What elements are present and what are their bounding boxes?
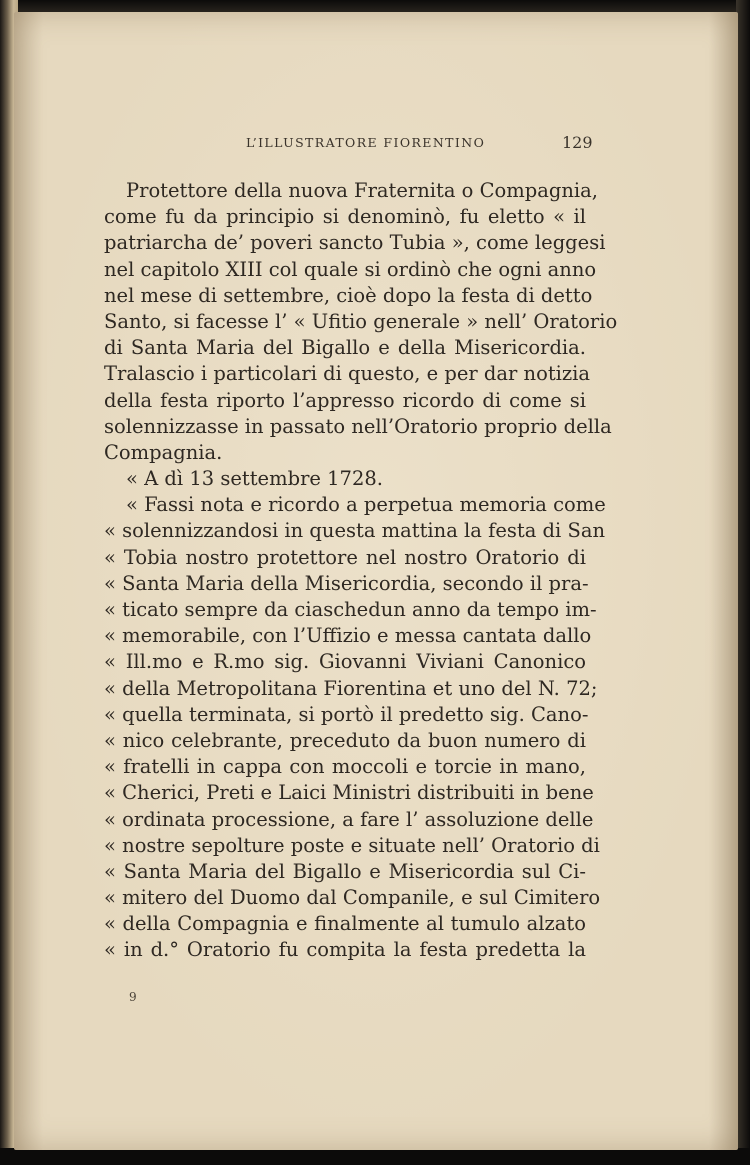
text-line: solennizzasse in passato nell’Oratorio proprio della bbox=[104, 414, 612, 438]
text-line: « quella terminata, si portò il predetto sig. Cano- bbox=[104, 702, 589, 726]
text-line: Santo, si facesse l’ « Ufitio generale » nell’ Oratorio bbox=[104, 309, 618, 333]
text-line: « Santa Maria della Misericordia, secondo il pra- bbox=[104, 571, 589, 595]
text-line: « fratelli in cappa con moccoli e torcie in mano, bbox=[104, 755, 586, 779]
body-text bbox=[104, 178, 618, 964]
text-line: della festa riporto l’appresso ricordo di come si bbox=[104, 388, 586, 412]
text-line: « Tobia nostro protettore nel nostro Oratorio di bbox=[104, 545, 586, 569]
text-line: Compagnia. bbox=[104, 440, 223, 464]
book-page bbox=[14, 12, 738, 1150]
text-line: « ticato sempre da ciaschedun anno da tempo im- bbox=[104, 598, 597, 621]
running-head bbox=[14, 135, 738, 155]
text-line: « ordinata processione, a fare l’ assoluzione delle bbox=[104, 807, 594, 831]
text-line: Protettore della nuova Fraternita o Compagnia, bbox=[126, 179, 598, 202]
text-line: nel mese di settembre, cioè dopo la festa di detto bbox=[104, 283, 593, 307]
text-line: « Santa Maria del Bigallo e Misericordia sul Ci- bbox=[104, 859, 586, 883]
text-line: « della Metropolitana Fiorentina et uno del N. 72; bbox=[104, 676, 598, 700]
text-line: « nico celebrante, preceduto da buon numero di bbox=[104, 728, 586, 752]
text-line: « A dì 13 settembre 1728. bbox=[126, 467, 383, 491]
text-line: come fu da principio si denominò, fu eletto « il bbox=[104, 205, 586, 229]
text-line: « Fassi nota e ricordo a perpetua memoria come bbox=[126, 493, 606, 517]
text-line: « Cherici, Preti e Laici Ministri distribuiti in bene bbox=[104, 781, 594, 805]
text-line: nel capitolo XIII col quale si ordinò che ogni anno bbox=[104, 257, 597, 281]
text-line: « mitero del Duomo dal Companile, e sul Cimitero bbox=[104, 886, 601, 910]
text-line: « solennizzandosi in questa mattina la festa di San bbox=[104, 519, 606, 543]
bottom-edge-shadow bbox=[0, 1148, 750, 1165]
text-line: « in d.° Oratorio fu compita la festa predetta la bbox=[104, 938, 586, 962]
text-line: di Santa Maria del Bigallo e della Misericordia. bbox=[104, 336, 586, 360]
right-edge-shadow bbox=[736, 0, 750, 1165]
text-line: « memorabile, con l’Uffizio e messa cantata dallo bbox=[104, 624, 592, 648]
text-line: « della Compagnia e finalmente al tumulo alzato bbox=[104, 912, 586, 936]
text-line: « Ill.mo e R.mo sig. Giovanni Viviani Canonico bbox=[104, 650, 586, 674]
running-title: L’ILLUSTRATORE FIORENTINO bbox=[246, 135, 486, 150]
text-line: Tralascio i particolari di questo, e per dar notizia bbox=[104, 362, 591, 386]
text-line: « nostre sepolture poste e situate nell’ Oratorio di bbox=[104, 833, 600, 857]
signature-mark: 9 bbox=[129, 990, 137, 1004]
page-number: 129 bbox=[562, 133, 593, 152]
text-line: patriarcha de’ poveri sancto Tubia », come leggesi bbox=[104, 231, 606, 255]
